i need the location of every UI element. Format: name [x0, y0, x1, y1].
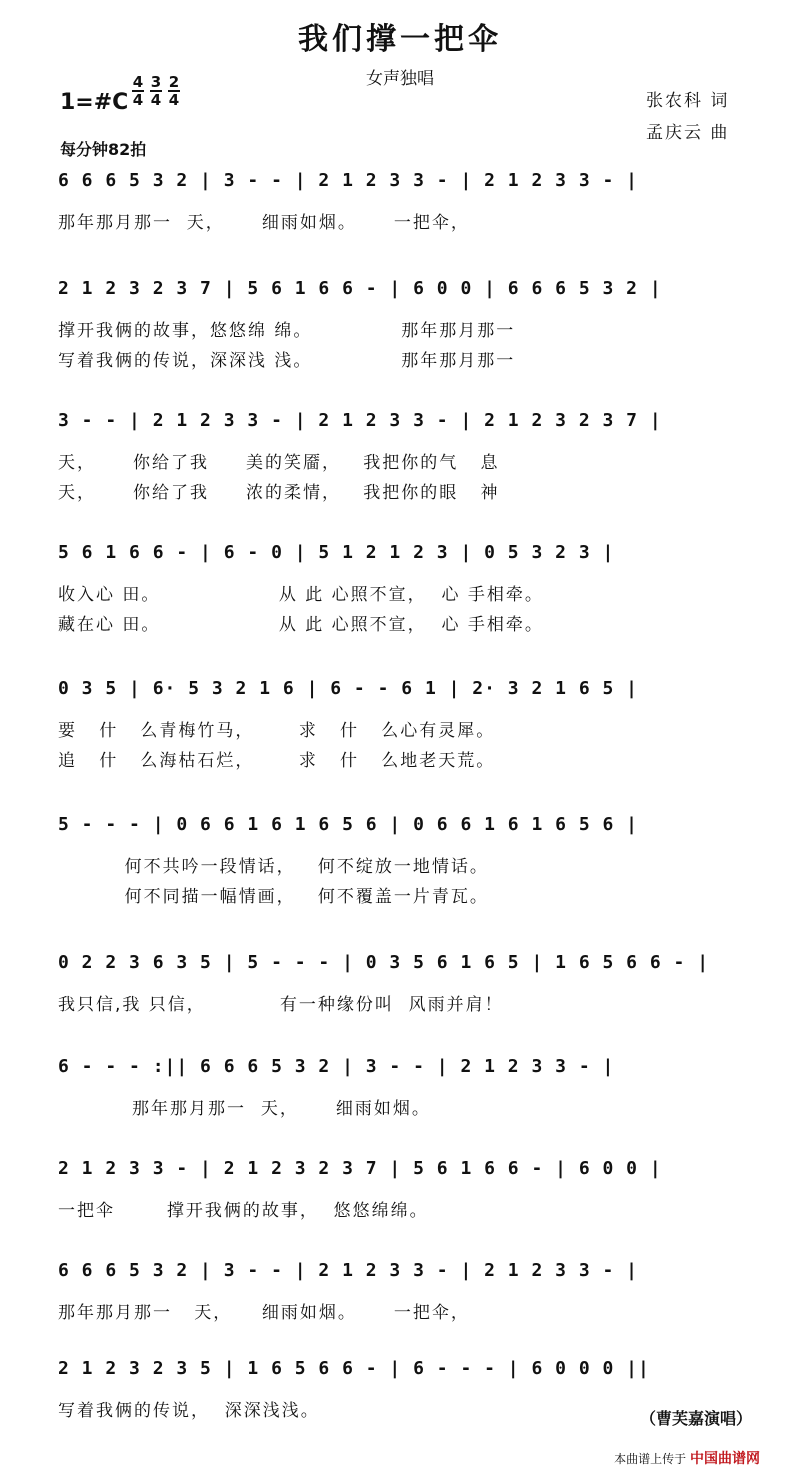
composer-credit: 孟庆云 曲: [646, 123, 730, 143]
note-row: 2 1 2 3 3 - | 2 1 2 3 2 3 7 | 5 6 1 6 6 - | 6 0 0 |: [58, 1158, 662, 1179]
note-row: 0 3 5 | 6· 5 3 2 1 6 | 6 - - 6 1 | 2· 3 2 1 6 5 |: [58, 678, 639, 699]
lyric-row: 何不共吟一段情话， 何不绽放一地情话。: [58, 857, 489, 877]
staff-line: [58, 276, 770, 310]
note-row: 2 1 2 3 2 3 5 | 1 6 5 6 6 - | 6 - - - | 6 0 0 0 ||: [58, 1358, 650, 1379]
note-row: 6 - - - :|| 6 6 6 5 3 2 | 3 - - | 2 1 2 3 3 - |: [58, 1056, 615, 1077]
note-row: 6 6 6 5 3 2 | 3 - - | 2 1 2 3 3 - | 2 1 2 3 3 - |: [58, 1260, 639, 1281]
lyricist-credit: 张农科 词: [646, 91, 730, 111]
note-row: 2 1 2 3 2 3 7 | 5 6 1 6 6 - | 6 0 0 | 6 6 6 5 3 2 |: [58, 278, 662, 299]
note-row: 3 - - | 2 1 2 3 3 - | 2 1 2 3 3 - | 2 1 2 3 2 3 7 |: [58, 410, 662, 431]
score-title: 我们撑一把伞: [298, 22, 502, 57]
meter-3: $\frac{2}{4}$: [168, 73, 180, 109]
upload-footer: [614, 1448, 760, 1468]
lyric-row: 追 什 么海枯石烂， 求 什 么地老天荒。: [58, 751, 496, 771]
lyric-row: 那年那月那一 天， 细雨如烟。 一把伞，: [58, 1303, 470, 1323]
staff-line: [58, 1356, 770, 1390]
lyric-row: 撑开我俩的故事，悠悠绵 绵。 那年那月那一: [58, 321, 516, 341]
lyric-row: 天， 你给了我 美的笑靥， 我把你的气 息: [58, 453, 500, 473]
staff-line: [58, 676, 770, 710]
score-subtitle: 女声独唱: [366, 69, 434, 89]
footer-text: 本曲谱上传于: [614, 1452, 687, 1466]
staff-line: [58, 408, 770, 442]
lyric-row: 写着我俩的传说， 深深浅浅。: [58, 1401, 320, 1421]
staff-line: [58, 540, 770, 574]
meter-2: $\frac{3}{4}$: [150, 73, 162, 109]
lyric-row: 一把伞 撑开我俩的故事， 悠悠绵绵。: [58, 1201, 429, 1221]
note-row: 5 6 1 6 6 - | 6 - 0 | 5 1 2 1 2 3 | 0 5 3 2 3 |: [58, 542, 615, 563]
time-signatures: [132, 74, 180, 108]
lyric-row: 何不同描一幅情画， 何不覆盖一片青瓦。: [58, 887, 489, 907]
tempo-marking: 每分钟82拍: [60, 140, 147, 159]
lyric-row: 藏在心 田。 从 此 心照不宣， 心 手相牵。: [58, 615, 544, 635]
staff-line: [58, 168, 770, 202]
staff-line: [58, 812, 770, 846]
lyric-row: 要 什 么青梅竹马， 求 什 么心有灵犀。: [58, 721, 496, 741]
staff-line: [58, 1156, 770, 1190]
note-row: 5 - - - | 0 6 6 1 6 1 6 5 6 | 0 6 6 1 6 1 6 5 6 |: [58, 814, 639, 835]
lyric-row: 收入心 田。 从 此 心照不宣， 心 手相牵。: [58, 585, 544, 605]
note-row: 6 6 6 5 3 2 | 3 - - | 2 1 2 3 3 - | 2 1 2 3 3 - |: [58, 170, 639, 191]
key-signature: 1=#C: [60, 90, 129, 115]
staff-line: [58, 1054, 770, 1088]
lyric-row: 那年那月那一 天， 细雨如烟。 一把伞，: [58, 213, 470, 233]
site-brand: 中国曲谱网: [690, 1451, 760, 1467]
lyric-row: 那年那月那一 天， 细雨如烟。: [58, 1099, 431, 1119]
staff-line: [58, 1258, 770, 1292]
meter-1: $\frac{4}{4}$: [132, 73, 144, 109]
lyric-row: 我只信,我 只信， 有一种缘份叫 风雨并肩！: [58, 995, 504, 1015]
staff-line: [58, 950, 770, 984]
lyric-row: 写着我俩的传说，深深浅 浅。 那年那月那一: [58, 351, 516, 371]
note-row: 0 2 2 3 6 3 5 | 5 - - - | 0 3 5 6 1 6 5 | 1 6 5 6 6 - |: [58, 952, 710, 973]
lyric-row: 天， 你给了我 浓的柔情， 我把你的眼 神: [58, 483, 500, 503]
performer-credit: （曹芙嘉演唱）: [640, 1409, 753, 1428]
